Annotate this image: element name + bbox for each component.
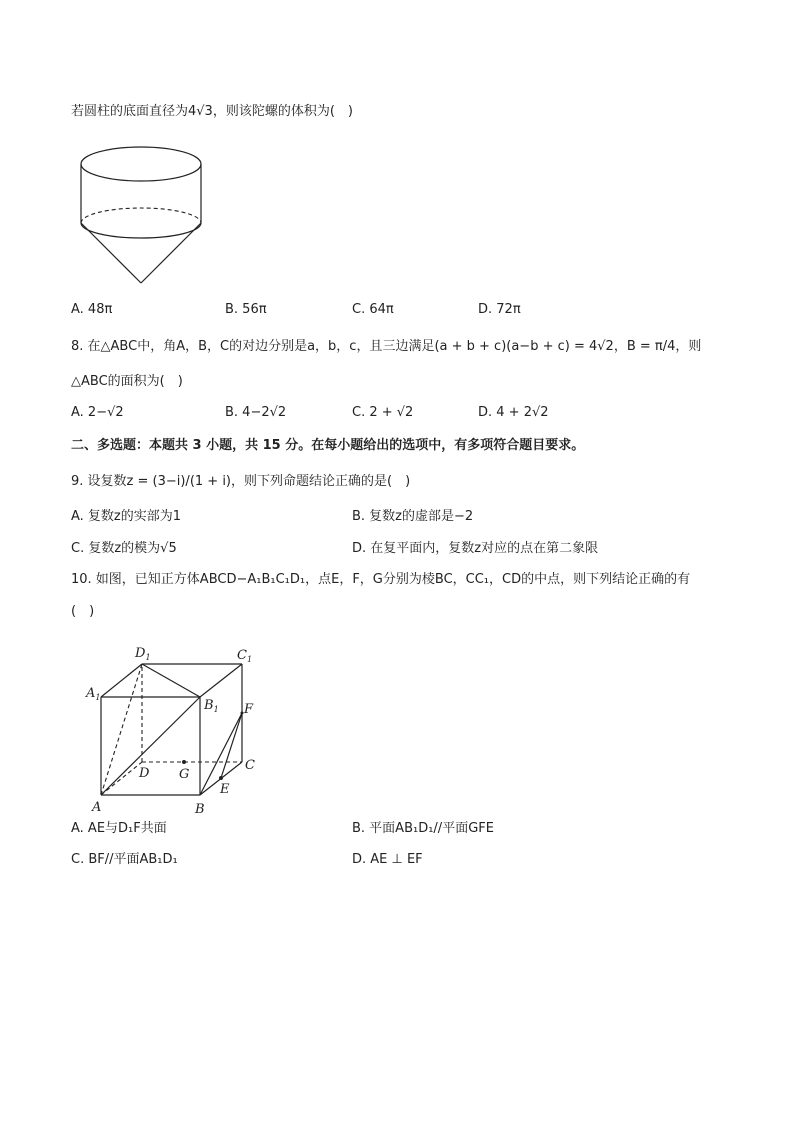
label-g: G [179, 767, 190, 782]
label-c1-sub: 1 [246, 655, 253, 664]
point-e [219, 776, 223, 780]
diag-d1-b1 [142, 664, 200, 697]
q10-stem-line1: 10. 如图，已知正方体ABCD−A₁B₁C₁D₁，点E，F，G分别为棱BC，CC₁，CD的中点，则下列结论正确的有 [71, 572, 691, 587]
label-b1-sub: 1 [213, 705, 219, 714]
label-b1-letter: B [204, 698, 214, 713]
point-g [182, 760, 186, 764]
cube-figure [80, 645, 280, 825]
label-b: B [195, 802, 205, 817]
q10-option-a: A. AE与D₁F共面 [71, 821, 167, 836]
label-b1 [203, 698, 219, 714]
label-d1-letter: D [135, 646, 146, 661]
cylinder-bottom-back [81, 208, 201, 223]
q9-option-b: B. 复数z的虚部是−2 [352, 509, 474, 524]
cylinder-cone-figure [80, 145, 220, 290]
q10-option-c: C. BF//平面AB₁D₁ [71, 852, 178, 867]
q10-option-d: D. AE ⊥ EF [352, 852, 423, 867]
q8-option-b: B. 4−2√2 [225, 405, 287, 420]
label-a: A [92, 800, 102, 815]
q9-stem: 9. 设复数z = (3−i)/(1 + i)，则下列命题结论正确的是( ) [71, 474, 411, 489]
q10-stem-line2: ( ) [71, 604, 95, 619]
label-f: F [244, 702, 254, 717]
q8-option-a: A. 2−√2 [71, 405, 124, 420]
q7-option-c: C. 64π [352, 302, 394, 317]
cylinder-bottom-front [81, 223, 201, 238]
q8-option-c: C. 2 + √2 [352, 405, 414, 420]
q7-stem: 若圆柱的底面直径为4√3，则该陀螺的体积为( ) [71, 104, 353, 119]
edge-d1-a1 [101, 664, 142, 697]
section-heading: 二、多选题：本题共 3 小题，共 15 分。在每小题给出的选项中，有多项符合题目要求。 [71, 438, 585, 453]
q7-option-b: B. 56π [225, 302, 267, 317]
cone-right-edge [141, 223, 201, 283]
hidden-edge-a-d [101, 762, 142, 795]
q9-option-c: C. 复数z的模为√5 [71, 541, 177, 556]
label-d1 [134, 646, 151, 662]
q8-option-d: D. 4 + 2√2 [478, 405, 549, 420]
q9-option-a: A. 复数z的实部为1 [71, 509, 182, 524]
q8-stem-line1: 8. 在△ABC中，角A，B，C的对边分别是a，b，c，且三边满足(a + b + c)(a−b + c) = 4√2，B = π/4，则 [71, 339, 702, 354]
label-a1-letter: A [86, 686, 96, 701]
q7-option-a: A. 48π [71, 302, 113, 317]
q8-stem-line2: △ABC的面积为( ) [71, 374, 183, 389]
label-a1-sub: 1 [95, 693, 101, 702]
q10-option-b: B. 平面AB₁D₁//平面GFE [352, 821, 494, 836]
label-c1-letter: C [237, 648, 247, 663]
label-c: C [245, 758, 255, 773]
edge-b1-c1 [200, 664, 242, 697]
label-d1-sub: 1 [145, 653, 151, 662]
q7-option-d: D. 72π [478, 302, 521, 317]
cone-left-edge [81, 223, 141, 283]
label-c1 [237, 648, 252, 664]
segment-e-f [221, 713, 242, 778]
q9-option-d: D. 在复平面内，复数z对应的点在第二象限 [352, 541, 599, 556]
cylinder-top-ellipse [81, 147, 201, 181]
label-d: D [139, 766, 150, 781]
label-a1 [85, 686, 100, 702]
label-e: E [220, 782, 230, 797]
